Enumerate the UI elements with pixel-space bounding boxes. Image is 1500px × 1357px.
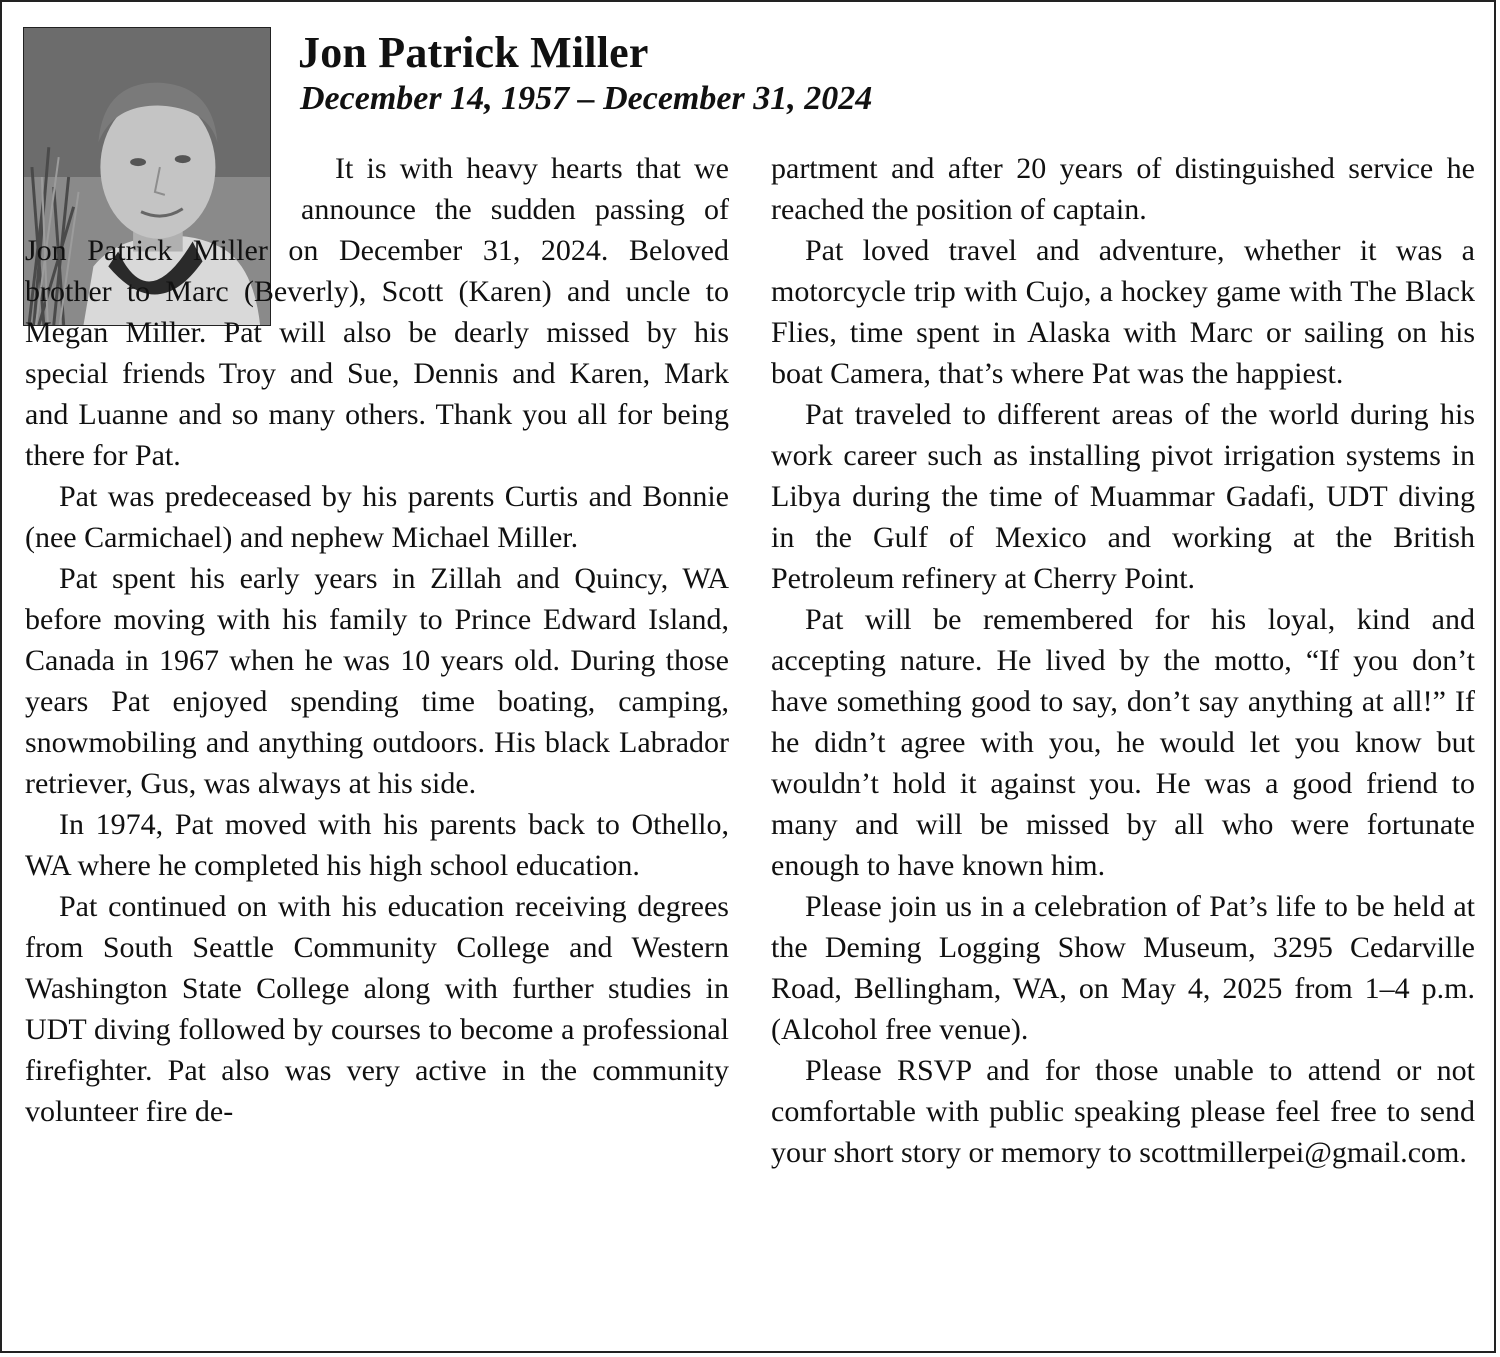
obituary-paragraph: Pat traveled to different areas of the world during his work career such as installing pivot irrigation systems in Libya during the time of Muammar Gadafi, UDT diving in the Gulf of Mexico and working at the British Petroleum refinery at Cherry Point. bbox=[771, 398, 1475, 595]
obituary-paragraph: Pat spent his early years in Zillah and Quincy, WA before moving with his family to Prince Edward Island, Canada in 1967 when he was 10 years old. During those years Pat enjoyed spending time boating, camping, snowmobiling and anything outdoors. His black Labrador retriever, Gus, was always at his side. bbox=[25, 562, 729, 800]
obituary-paragraph: It is with heavy hearts that we announce the sudden passing of Jon Patrick Miller on December 31, 2024. Beloved brother to Marc (Beverly), Scott (Karen) and uncle to Megan Miller. Pat will also be dearly missed by his special friends Troy and Sue, Dennis and Karen, Mark and Luanne and so many others. Thank you all for being there for Pat. bbox=[25, 152, 729, 472]
obituary-paragraph: Pat continued on with his education receiving degrees from South Seattle Community College and Western Washington State College along with further studies in UDT diving followed by courses to become a professional firefighter. Pat also was very active in the community volunteer fire de- bbox=[25, 890, 729, 1128]
obituary-paragraph: Pat will be remembered for his loyal, kind and accepting nature. He lived by the motto, “If you don’t have something good to say, don’t say anything at all!” If he didn’t agree with you, he would let you know but wouldn’t hold it against you. He was a good friend to many and will be missed by all who were fortunate enough to have known him. bbox=[771, 603, 1475, 882]
obituary-paragraph: In 1974, Pat moved with his parents back to Othello, WA where he completed his high school education. bbox=[25, 808, 729, 882]
obituary-paragraph: Please join us in a celebration of Pat’s life to be held at the Deming Logging Show Museum, 3295 Cedarville Road, Bellingham, WA, on May 4, 2025 from 1–4 p.m. (Alcohol free venue). bbox=[771, 890, 1475, 1046]
deceased-name: Jon Patrick Miller bbox=[298, 28, 649, 77]
obituary-column-right bbox=[771, 148, 1475, 1173]
obituary-paragraph: Pat was predeceased by his parents Curtis and Bonnie (nee Carmichael) and nephew Michael Miller. bbox=[25, 480, 729, 554]
obituary-paragraph: Please RSVP and for those unable to attend or not comfortable with public speaking please feel free to send your short story or memory to scottmillerpei@gmail.com. bbox=[771, 1054, 1475, 1169]
obituary-paragraph: Pat loved travel and adventure, whether it was a motorcycle trip with Cujo, a hockey game with The Black Flies, time spent in Alaska with Marc or sailing on his boat Camera, that’s where Pat was the happiest. bbox=[771, 234, 1475, 390]
obituary-column-left bbox=[25, 148, 729, 1132]
life-dates: December 14, 1957 – December 31, 2024 bbox=[300, 80, 873, 117]
obituary-paragraph: partment and after 20 years of distinguished service he reached the position of captain. bbox=[771, 152, 1475, 226]
photo-text-wrap bbox=[25, 0, 301, 192]
